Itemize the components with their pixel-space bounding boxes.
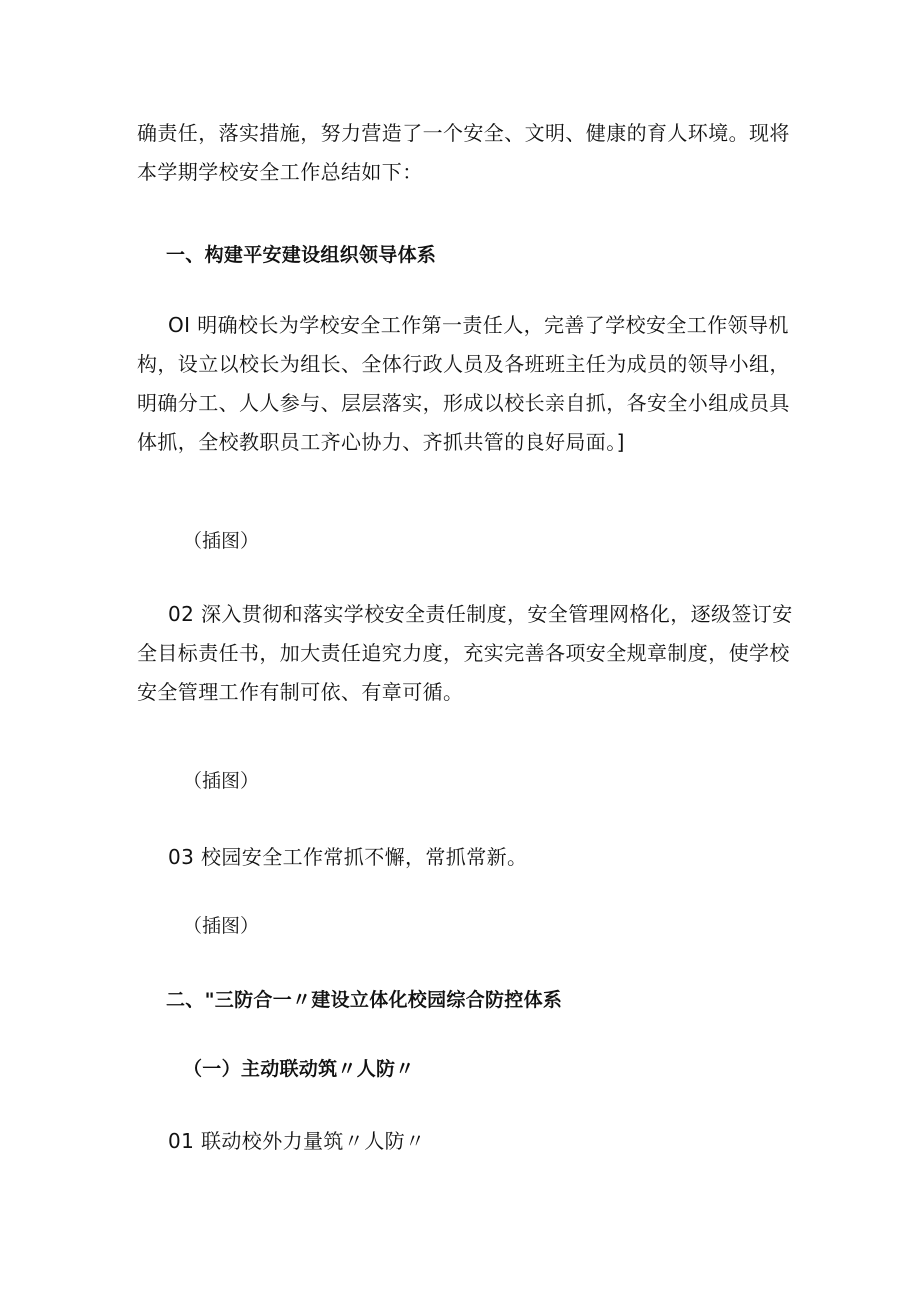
image-placeholder: （插图） — [183, 770, 260, 792]
section1-item-1 — [137, 306, 920, 462]
section-subheading: （一）主动联动筑〃人防〃 — [183, 1058, 415, 1080]
text-line: 明确分工、人人参与、层层落实，形成以校长亲自抓，各安全小组成员具 — [137, 391, 790, 415]
image-placeholder: （插图） — [183, 915, 260, 937]
section1-item-3: 03 校园安全工作常抓不懈，常抓常新。 — [168, 845, 528, 869]
section2-item-1: 01 联动校外力量筑〃人防〃 — [168, 1129, 426, 1153]
image-placeholder: （插图） — [183, 530, 260, 552]
text-line: 全目标责任书，加大责任追究力度，充实完善各项安全规章制度，使学校 — [137, 641, 790, 665]
text-line: 安全管理工作有制可依、有章可循。 — [137, 680, 464, 704]
section-heading-1: 一、构建平安建设组织领导体系 — [166, 244, 437, 266]
section-heading-2: 二、"三防合一〃建设立体化校园综合防控体系 — [166, 989, 563, 1011]
text-line: 02 深入贯彻和落实学校安全责任制度，安全管理网格化，逐级签订安 — [168, 602, 793, 626]
section1-item-2 — [137, 595, 920, 712]
text-line: OI 明确校长为学校安全工作第一责任人，完善了学校安全工作领导机 — [168, 313, 789, 337]
text-line: 确责任，落实措施，努力营造了一个安全、文明、健康的育人环境。现将 — [137, 121, 790, 145]
text-line: 本学期学校安全工作总结如下： — [137, 160, 423, 184]
text-line: 构，设立以校长为组长、全体行政人员及各班班主任为成员的领导小组， — [137, 352, 790, 376]
text-line: 体抓，全校教职员工齐心协力、齐抓共管的良好局面。] — [137, 430, 625, 454]
intro-paragraph — [137, 114, 920, 192]
